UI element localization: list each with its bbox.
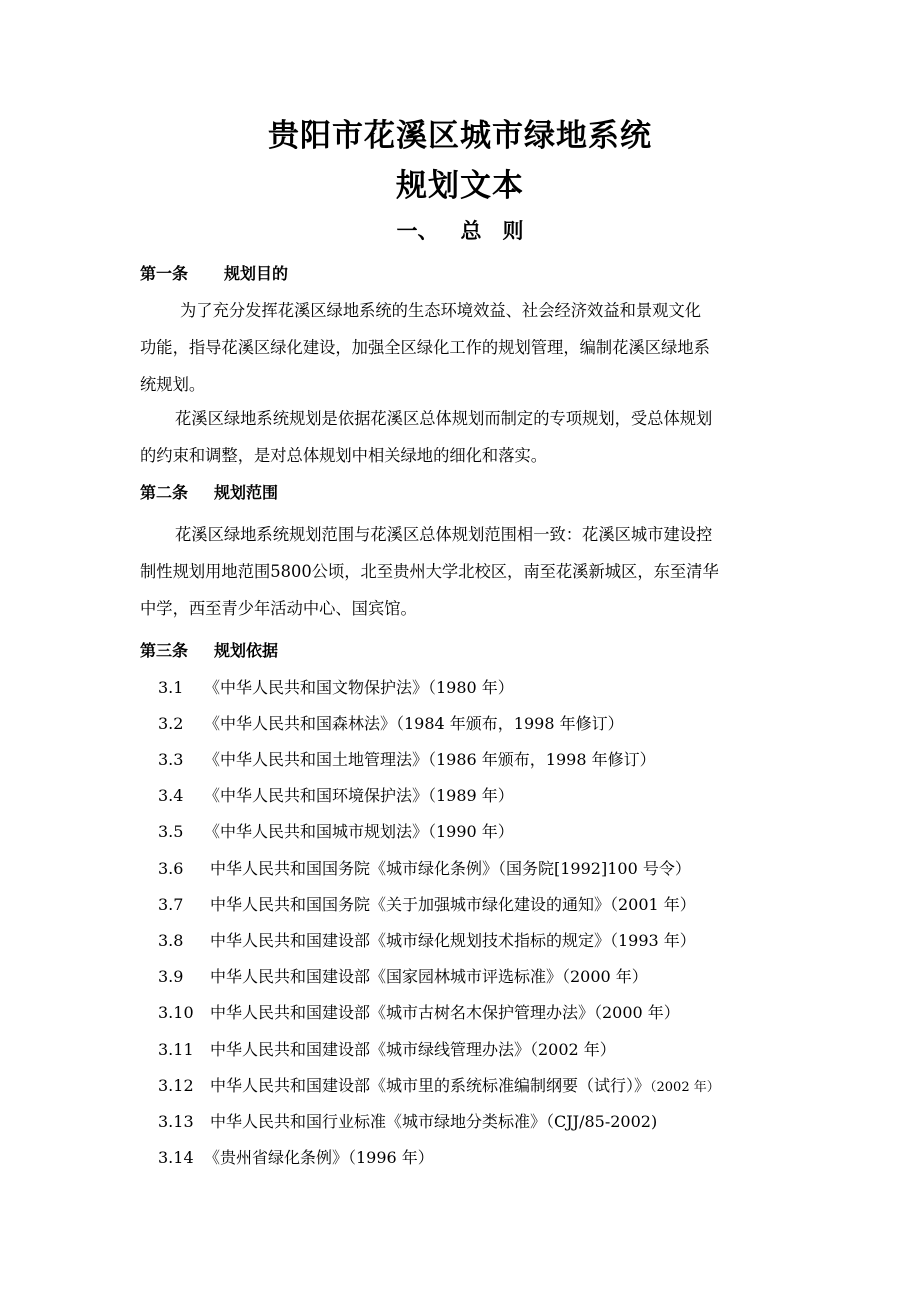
document-title-line2: 规划文本 — [396, 168, 524, 204]
reference-number: 3.7 — [158, 895, 184, 914]
paragraph-line: 为了充分发挥花溪区绿地系统的生态环境效益、社会经济效益和景观文化 — [180, 301, 702, 320]
paragraph-line: 花溪区绿地系统规划是依据花溪区总体规划而制定的专项规划，受总体规划 — [175, 409, 713, 428]
reference-text: 《中华人民共和国城市规划法》（1990 年） — [204, 822, 514, 841]
reference-number: 3.5 — [158, 822, 184, 841]
article-heading — [140, 639, 278, 663]
reference-text: 中华人民共和国建设部《城市绿线管理办法》（2002 年） — [210, 1040, 616, 1059]
paragraph-line: 功能，指导花溪区绿化建设，加强全区绿化工作的规划管理，编制花溪区绿地系 — [140, 338, 710, 357]
reference-number: 3.4 — [158, 786, 184, 805]
reference-item — [158, 1110, 657, 1134]
paragraph-line: 制性规划用地范围5800公顷，北至贵州大学北校区，南至花溪新城区，东至清华 — [140, 562, 719, 581]
reference-item — [158, 712, 624, 736]
article-number: 第三条 — [140, 641, 189, 660]
reference-text: 中华人民共和国建设部《国家园林城市评选标准》（2000 年） — [210, 967, 648, 986]
article-heading — [140, 262, 288, 286]
reference-number: 3.12 — [158, 1076, 194, 1095]
reference-number: 3.2 — [158, 714, 184, 733]
reference-item — [158, 1146, 434, 1170]
reference-text: 《中华人民共和国土地管理法》（1986 年颁布，1998 年修订） — [204, 750, 656, 769]
article-number: 第一条 — [140, 264, 189, 283]
reference-text: 中华人民共和国建设部《城市绿化规划技术指标的规定》（1993 年） — [210, 931, 696, 950]
reference-number: 3.3 — [158, 750, 184, 769]
reference-item — [158, 820, 514, 844]
reference-number: 3.14 — [158, 1148, 194, 1167]
paragraph — [140, 400, 790, 474]
section-heading — [0, 216, 920, 246]
reference-item — [158, 748, 656, 772]
article-title: 规划范围 — [214, 483, 279, 502]
reference-text: 《中华人民共和国森林法》（1984 年颁布，1998 年修订） — [204, 714, 624, 733]
reference-text: 中华人民共和国建设部《城市古树名木保护管理办法》（2000 年） — [210, 1003, 680, 1022]
paragraph-line: 中学，西至青少年活动中心、国宾馆。 — [140, 599, 417, 618]
reference-text: 中华人民共和国建设部《城市里的系统标准编制纲要（试行）》 — [210, 1076, 651, 1095]
reference-number: 3.13 — [158, 1112, 194, 1131]
reference-number: 3.6 — [158, 859, 184, 878]
reference-text: 《中华人民共和国环境保护法》（1989 年） — [204, 786, 514, 805]
reference-item — [158, 1001, 680, 1025]
reference-item — [158, 676, 514, 700]
reference-item — [158, 1038, 616, 1062]
reference-year: （2002 年） — [650, 1080, 720, 1095]
reference-item — [158, 1074, 720, 1100]
reference-item — [158, 857, 691, 881]
paragraph-line: 统规划。 — [140, 375, 206, 394]
paragraph-line: 的约束和调整，是对总体规划中相关绿地的细化和落实。 — [140, 446, 548, 465]
paragraph — [140, 292, 790, 403]
paragraph-line: 花溪区绿地系统规划范围与花溪区总体规划范围相一致：花溪区城市建设控 — [175, 525, 713, 544]
document-title-line1: 贵阳市花溪区城市绿地系统 — [268, 118, 652, 154]
reference-number: 3.8 — [158, 931, 184, 950]
reference-item — [158, 929, 696, 953]
reference-text: 《中华人民共和国文物保护法》（1980 年） — [204, 678, 514, 697]
reference-number: 3.1 — [158, 678, 184, 697]
reference-item — [158, 965, 648, 989]
section-number: 一、 — [396, 219, 439, 243]
article-number: 第二条 — [140, 483, 189, 502]
article-title: 规划目的 — [224, 264, 289, 283]
reference-text: 中华人民共和国国务院《关于加强城市绿化建设的通知》（2001 年） — [210, 895, 696, 914]
paragraph — [140, 516, 790, 627]
reference-text: 《贵州省绿化条例》（1996 年） — [204, 1148, 434, 1167]
reference-item — [158, 893, 696, 917]
reference-number: 3.10 — [158, 1003, 194, 1022]
reference-text: 中华人民共和国行业标准《城市绿地分类标准》（CJJ/85-2002) — [210, 1112, 658, 1131]
reference-text: 中华人民共和国国务院《城市绿化条例》（国务院[1992]100 号令） — [210, 859, 691, 878]
reference-number: 3.9 — [158, 967, 184, 986]
reference-number: 3.11 — [158, 1040, 194, 1059]
article-title: 规划依据 — [214, 641, 279, 660]
section-title: 总 则 — [460, 219, 524, 243]
article-heading — [140, 481, 278, 505]
reference-item — [158, 784, 514, 808]
